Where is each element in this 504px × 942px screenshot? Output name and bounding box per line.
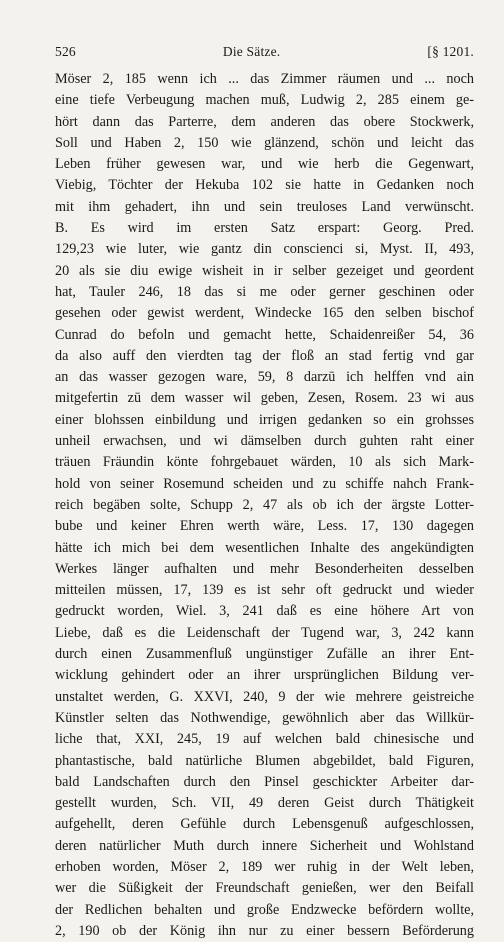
page-number: 526 bbox=[55, 44, 76, 59]
text-line: mit ihm gehadert, ihn und sein treuloses Land verwünscht. bbox=[55, 198, 474, 215]
text-line: 129,23 wie luter, wie gantz din conscienci si, Myst. II, 493, bbox=[55, 241, 474, 258]
running-title: Die Sätze. bbox=[222, 44, 281, 59]
text-line: an das wasser gezogen ware, 59, 8 darzū ich helffen vnd ain bbox=[55, 369, 474, 386]
text-line: Cunrad do befoln und gemacht hette, Schaidenreißer 54, 36 bbox=[55, 326, 474, 343]
text-line: da also auff den vierdten tag der floß an stad fertig vnd gar bbox=[55, 347, 474, 364]
text-line: Möser 2, 185 wenn ich ... das Zimmer räumen und ... noch bbox=[55, 71, 474, 87]
text-line: Liebe, daß es die Leidenschaft der Tugend war, 3, 242 kann bbox=[55, 624, 474, 641]
text-line: gesehen oder gewist werdent, Windecke 165 den selben bischof bbox=[55, 305, 474, 322]
text-line: durch einen Zusammenfluß ungünstiger Zufälle an ihrer Ent- bbox=[55, 646, 474, 663]
text-line: bald Landschaften durch den Pinsel geschickter Arbeiter dar- bbox=[55, 773, 474, 790]
text-line: phantastische, bald natürliche Blumen abgebildet, bald Figuren, bbox=[55, 752, 474, 769]
text-line: erhoben worden, Möser 2, 189 wer ruhig in der Welt leben, bbox=[55, 858, 474, 875]
text-line: wicklung gehindert oder an ihrer ursprünglichen Bildung ver- bbox=[55, 667, 474, 684]
running-head bbox=[55, 44, 474, 60]
text-line: reich begäben solte, Schupp 2, 47 als ob ich der ärgste Lotter- bbox=[55, 496, 474, 513]
text-line: der Redlichen behalten und große Endzwecke befördern wollte, bbox=[55, 901, 474, 918]
text-line: Viebig, Töchter der Hekuba 102 sie hatte in Gedanken noch bbox=[55, 177, 474, 194]
text-line: eine tiefe Verbeugung machen muß, Ludwig 2, 285 einem ge- bbox=[55, 92, 474, 109]
text-line: aufgehellt, deren Gefühle durch Lebensgenuß aufgeschlossen, bbox=[55, 816, 474, 833]
text-line: liche that, XXI, 245, 19 auf welchen bald chinesische und bbox=[55, 731, 474, 748]
text-line: hold von seiner Rosemund scheiden und zu schiffe nahch Frank- bbox=[55, 475, 474, 492]
text-line: 2, 190 ob der König ihn nur zu einer bessern Beförderung bbox=[55, 922, 474, 939]
text-line: unheil erwachsen, und wi dämselben durch guhten raht einer bbox=[55, 433, 474, 450]
text-line: hätte ich mich bei dem wesentlichen Inhalte des angekündigten bbox=[55, 539, 474, 556]
text-line: hört dann das Parterre, dem anderen das obere Stockwerk, bbox=[55, 113, 474, 130]
text-line: Werkes länger aufhalten und mehr Besonderheiten desselben bbox=[55, 560, 474, 577]
text-line: gestellt wurden, Sch. VII, 49 deren Geist durch Thätigkeit bbox=[55, 795, 474, 812]
text-line: B. Es wird im ersten Satz erspart: Georg. Pred. bbox=[55, 220, 474, 237]
text-line: bube und keiner Ehren werth wäre, Less. 17, 130 dagegen bbox=[55, 518, 474, 535]
text-line: Künstler selten das Nothwendige, gewöhnlich aber das Willkür- bbox=[55, 709, 474, 726]
text-line: mitteilen müssen, 17, 139 es ist sehr oft gedruckt und wieder bbox=[55, 582, 474, 599]
text-line: Soll und Haben 2, 150 wie glänzend, schön und leicht das bbox=[55, 134, 474, 151]
text-line: 20 als sie diu ewige wisheit in ir selber gezeiget und geordent bbox=[55, 262, 474, 279]
text-line: gedruckt worden, Wiel. 3, 241 daß es eine höhere Art von bbox=[55, 603, 474, 620]
text-line: Leben früher gewesen war, und wie herb die Gegenwart, bbox=[55, 156, 474, 173]
text-line: hat, Tauler 246, 18 das si me oder gerner geschinen oder bbox=[55, 283, 474, 300]
section-reference: [§ 1201. bbox=[427, 44, 474, 59]
body-text bbox=[55, 69, 474, 942]
text-line: einer blohssen einbildung und irrigen gedanken so ein grohsses bbox=[55, 411, 474, 428]
text-line: unstaltet werden, G. XXVI, 240, 9 der wie mehrere geistreiche bbox=[55, 688, 474, 705]
text-line: deren natürlicher Muth durch innere Sicherheit und Wohlstand bbox=[55, 837, 474, 854]
text-line: wer die Süßigkeit der Freundschaft genießen, wer den Beifall bbox=[55, 880, 474, 897]
text-line: träuen Fräundin könte fohrgebauet wärden, 10 als sich Mark- bbox=[55, 454, 474, 471]
text-line: mitgefertin zū dem wasser wil geben, Zesen, Rosem. 23 wi aus bbox=[55, 390, 474, 407]
